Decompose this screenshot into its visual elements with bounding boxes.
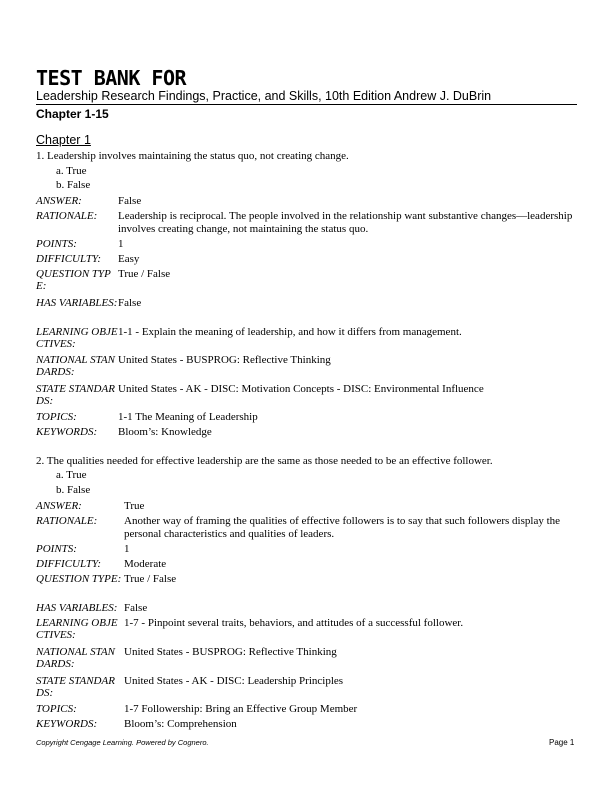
q2-question-type: True / False xyxy=(124,573,177,585)
q2-learning-objectives: 1-7 - Pinpoint several traits, behaviors, and attitudes of a successful follower. xyxy=(124,617,464,629)
q2-answer-label: ANSWER: xyxy=(36,500,82,512)
q2-difficulty: Moderate xyxy=(124,558,167,570)
footer-copyright: Copyright Cengage Learning. Powered by Cognero. xyxy=(36,738,209,747)
q2-topics: 1-7 Followership: Bring an Effective Group Member xyxy=(124,703,358,715)
q1-has-variables-label: HAS VARIABLES: xyxy=(36,297,118,309)
q2-rationale: Another way of framing the qualities of effective followers is to say that such followers display the personal characteristics and qualities of leaders. xyxy=(124,515,561,540)
q1-points-label: POINTS: xyxy=(36,238,77,250)
question-2-option-b: b. False xyxy=(56,484,91,496)
q1-national-standards-label: NATIONAL STANDARDS: xyxy=(36,354,115,378)
q1-keywords-label: KEYWORDS: xyxy=(36,426,98,438)
q2-topics-label: TOPICS: xyxy=(36,703,77,715)
q1-rationale-label: RATIONALE: xyxy=(36,210,98,222)
q1-national-standards: United States - BUSPROG: Reflective Thinking xyxy=(118,354,331,366)
footer-page-number: Page 1 xyxy=(549,738,575,747)
q1-difficulty-label: DIFFICULTY: xyxy=(36,253,102,265)
q2-state-standards-label: STATE STANDARDS: xyxy=(36,675,115,699)
chapter-heading: Chapter 1 xyxy=(36,133,91,147)
q1-topics-label: TOPICS: xyxy=(36,411,77,423)
q2-rationale-label: RATIONALE: xyxy=(36,515,98,527)
document-title: TEST BANK FOR xyxy=(36,66,187,90)
q2-answer: True xyxy=(124,500,145,512)
q2-has-variables-label: HAS VARIABLES: xyxy=(36,602,118,614)
question-1-stem: 1. Leadership involves maintaining the status quo, not creating change. xyxy=(36,150,349,162)
q2-national-standards: United States - BUSPROG: Reflective Thinking xyxy=(124,646,337,658)
q1-learning-objectives-label: LEARNING OBJECTIVES: xyxy=(36,326,118,350)
question-1-option-a: a. True xyxy=(56,165,87,177)
question-2-stem: 2. The qualities needed for effective leadership are the same as those needed to be an effective follower. xyxy=(36,455,493,467)
q1-points: 1 xyxy=(118,238,124,250)
q2-difficulty-label: DIFFICULTY: xyxy=(36,558,102,570)
q1-state-standards-label: STATE STANDARDS: xyxy=(36,383,115,407)
q2-question-type-label: QUESTION TYPE: xyxy=(36,573,122,585)
chapter-range: Chapter 1-15 xyxy=(36,107,109,121)
q1-difficulty: Easy xyxy=(118,253,140,265)
document-subtitle: Leadership Research Findings, Practice, and Skills, 10th Edition Andrew J. DuBrin xyxy=(36,89,492,103)
question-1-option-b: b. False xyxy=(56,179,91,191)
q2-state-standards: United States - AK - DISC: Leadership Principles xyxy=(124,675,344,687)
header-divider xyxy=(36,104,577,105)
q1-answer: False xyxy=(118,195,142,207)
q1-keywords: Bloom’s: Knowledge xyxy=(118,426,212,438)
q1-learning-objectives: 1-1 - Explain the meaning of leadership, and how it differs from management. xyxy=(118,326,462,338)
q2-national-standards-label: NATIONAL STANDARDS: xyxy=(36,646,115,670)
q1-rationale: Leadership is reciprocal. The people involved in the relationship want substantive changes—leadership involves creating change, not maintaining the status quo. xyxy=(118,210,573,235)
q2-has-variables: False xyxy=(124,602,148,614)
q1-topics: 1-1 The Meaning of Leadership xyxy=(118,411,258,423)
q2-learning-objectives-label: LEARNING OBJECTIVES: xyxy=(36,617,118,641)
q2-keywords-label: KEYWORDS: xyxy=(36,718,98,730)
q1-question-type: True / False xyxy=(118,268,171,280)
q1-has-variables: False xyxy=(118,297,142,309)
q1-question-type-label: QUESTION TYPE: xyxy=(36,268,111,292)
q1-answer-label: ANSWER: xyxy=(36,195,82,207)
q2-points: 1 xyxy=(124,543,130,555)
q2-points-label: POINTS: xyxy=(36,543,77,555)
q2-keywords: Bloom’s: Comprehension xyxy=(124,718,237,730)
q1-state-standards: United States - AK - DISC: Motivation Concepts - DISC: Environmental Influence xyxy=(118,383,484,395)
question-2-option-a: a. True xyxy=(56,469,87,481)
